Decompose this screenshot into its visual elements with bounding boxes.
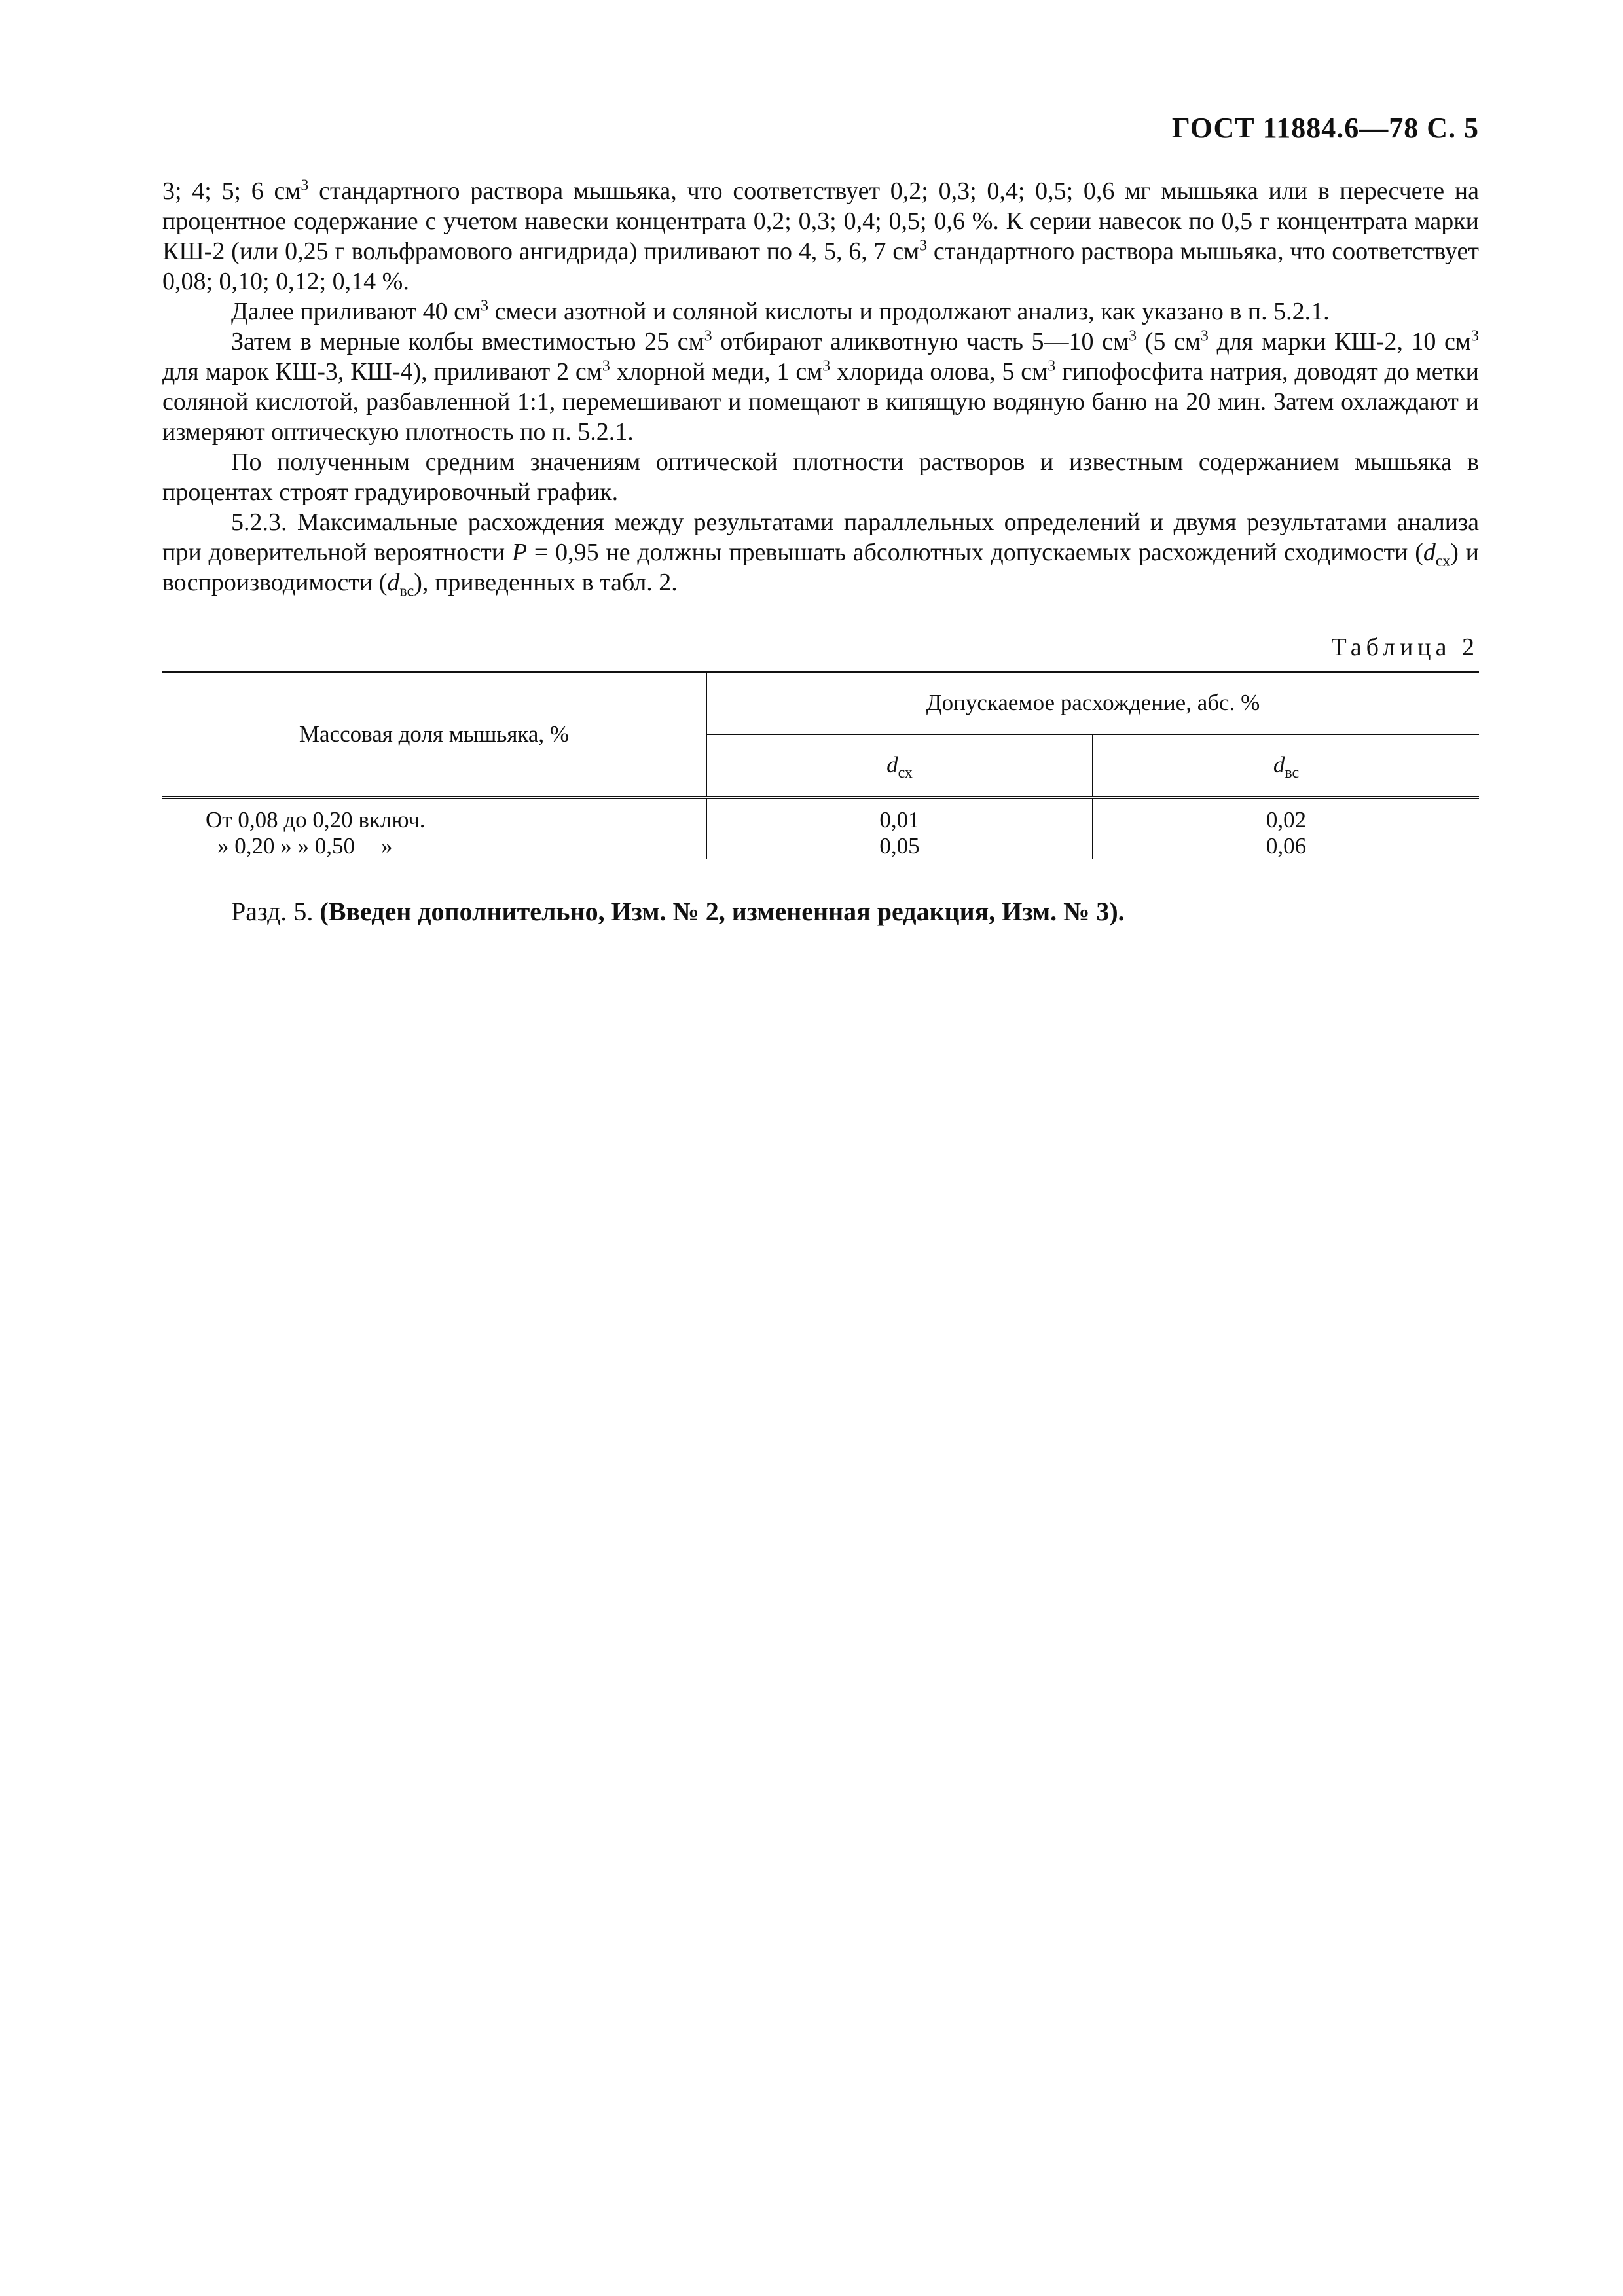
paragraph-acid-mixture: Далее приливают 40 $см^3$ смеси азотной и соляной кислоты и продолжают анализ, как указано в п. 5.2.1. bbox=[231, 297, 1330, 325]
paragraph-calibration: По полученным средним значениям оптической плотности растворов и известным содержанием мышьяка в процентах строят градуировочный график. bbox=[162, 448, 1479, 506]
paragraph-discrepancies: 5.2.3. Максимальные расхождения между результатами параллельных определений и двумя результатами анализа при доверительной вероятности P = 0,95 не должны превышать абсолютных допускаемых расхождений сходимости $(d_{сх})$ и воспроизводимости $(d_{вс})$, приведенных в табл. 2. bbox=[162, 509, 1480, 600]
column-header-mass-fraction: Массовая доля мышьяка, % bbox=[162, 672, 706, 798]
column-header-allowed-discrepancy: Допускаемое расхождение, абс. % bbox=[706, 672, 1479, 734]
dcx-value: 0,05 bbox=[879, 833, 920, 859]
document-page bbox=[162, 111, 1479, 927]
page-header: ГОСТ 11884.6—78 С. 5 bbox=[1171, 112, 1479, 144]
paragraph-standard-solutions: 3; 4; 5; 6 $см^3$ стандартного раствора мышьяка, что соответствует 0,2; 0,3; 0,4; 0,5; 0,6 мг мышьяка или в пересчете на процентное содержание с учетом навески концентрата 0,2; 0,3; 0,4; 0,5; 0,6 %. К серии навесок по 0,5 г концентрата марки КШ-2 (или 0,25 г вольфрамового ангидрида) приливают по 4, 5, 6, 7 $см^3$ стандартного раствора мышьяка, что соответствует 0,08; 0,10; 0,12; 0,14 %. bbox=[162, 177, 1479, 295]
section-note: Разд. 5. (Введен дополнительно, Изм. № 2, измененная редакция, Изм. № 3). bbox=[231, 897, 1125, 926]
row-label: От 0,08 до 0,20 включ. bbox=[206, 807, 426, 833]
dvc-values-cell bbox=[1093, 798, 1479, 860]
row-label: » 0,20 » » 0,50 » bbox=[217, 833, 393, 859]
dcx-values-cell bbox=[706, 798, 1093, 860]
table-row bbox=[162, 798, 1479, 860]
column-header-dcx: $d_{сх}$ bbox=[706, 734, 1093, 798]
row-labels-cell bbox=[162, 798, 706, 860]
table-caption: Таблица 2 bbox=[1331, 634, 1479, 661]
dvc-value: 0,02 bbox=[1266, 807, 1307, 833]
dvc-value: 0,06 bbox=[1266, 833, 1307, 859]
discrepancy-table bbox=[162, 671, 1479, 859]
dcx-value: 0,01 bbox=[879, 807, 920, 833]
paragraph-aliquot: Затем в мерные колбы вместимостью 25 $см^3$ отбирают аликвотную часть 5—10 $см^3$ (5 $см^3$ для марки КШ-2, 10 $см^3$ для марок КШ-3, КШ-4), приливают 2 $см^3$ хлорной меди, 1 $см^3$ хлорида олова, 5 $см^3$ гипофосфита натрия, доводят до метки соляной кислотой, разбавленной 1:1, перемешивают и помещают в кипящую водяную баню на 20 мин. Затем охлаждают и измеряют оптическую плотность по п. 5.2.1. bbox=[162, 327, 1479, 446]
column-header-dvc: $d_{вс}$ bbox=[1093, 734, 1479, 798]
